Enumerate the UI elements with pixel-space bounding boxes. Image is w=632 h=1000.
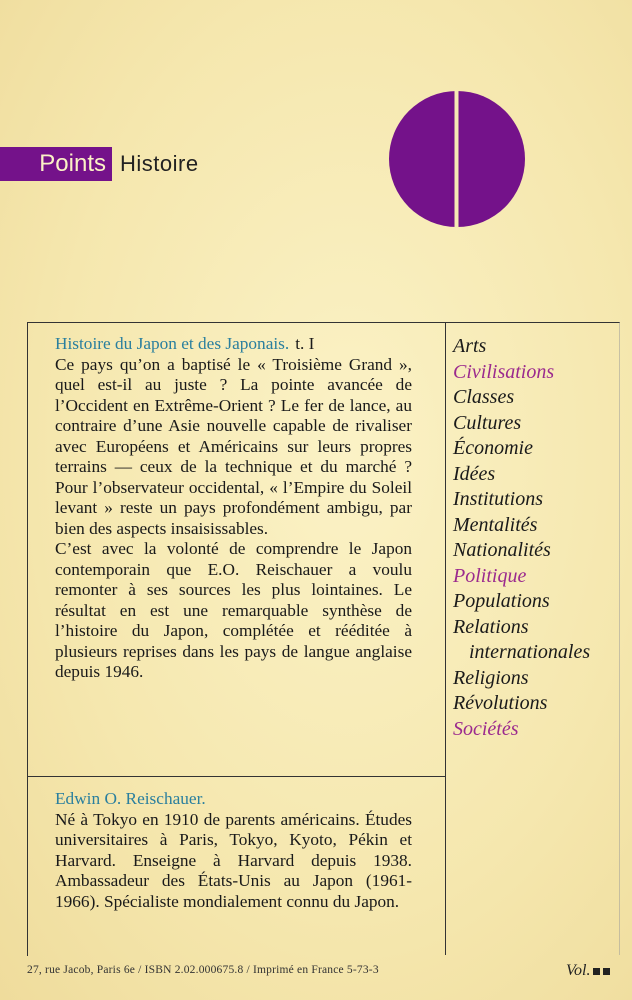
theme-item: Arts	[453, 335, 487, 357]
volume-number: t. I	[295, 334, 315, 353]
theme-list	[453, 334, 590, 742]
theme-item: Mentalités	[453, 513, 538, 536]
theme-item: Idées	[453, 462, 496, 485]
author-bio: Né à Tokyo en 1910 de parents américains. Études universitaires à Paris, Tokyo, Kyoto, Pékin et Harvard. Enseigne à Harvard depuis 1938. Ambassadeur des États-Unis au Japon (1961-1966). Spécialiste mondialement connu du Japon.	[55, 809, 412, 911]
author-section	[55, 789, 412, 912]
vol-mark	[593, 968, 600, 975]
theme-item: Populations	[453, 590, 550, 612]
theme-item: Révolutions	[453, 692, 548, 714]
theme-item: Politique	[453, 564, 527, 587]
right-edge-line	[619, 322, 620, 955]
theme-item: Religions	[453, 666, 529, 689]
theme-item: Civilisations	[453, 360, 555, 383]
points-label: Points	[0, 147, 112, 181]
theme-item: Économie	[453, 437, 533, 459]
series-brand	[0, 147, 199, 181]
points-logo	[388, 90, 526, 228]
author-name: Edwin O. Reischauer.	[55, 789, 206, 808]
publisher-footer: 27, rue Jacob, Paris 6e / ISBN 2.02.000675.8 / Imprimé en France 5-73-3	[27, 964, 379, 976]
theme-item: Sociétés	[453, 717, 519, 740]
theme-item: Classes	[453, 386, 515, 408]
theme-item: Relations	[453, 615, 529, 638]
section-divider	[27, 776, 446, 777]
description-paragraph-1: Ce pays qu’on a baptisé le « Troisième Grand », quel est-il au juste ? La pointe avancée de l’Occident en Extrême-Orient ? Le fer de lance, au contraire d’une Asie nouvelle capable de rivaliser avec Européens et Américains sur leurs propres terrains — ceux de la technique et du marché ? Pour l’observateur occidental, « l’Empire du Soleil levant » reste un pays profondément ambigu, par bien des aspects insaisissables.	[55, 354, 412, 538]
book-title-line	[55, 334, 412, 355]
series-name: Histoire	[120, 151, 199, 176]
book-description	[55, 334, 412, 683]
theme-item: internationales	[469, 641, 591, 663]
theme-item: Nationalités	[453, 539, 551, 561]
volume-indicator	[566, 962, 610, 980]
book-title: Histoire du Japon et des Japonais.	[55, 334, 290, 353]
vol-label: Vol.	[566, 962, 591, 979]
theme-item: Institutions	[453, 488, 544, 510]
vol-mark	[603, 968, 610, 975]
theme-item: Cultures	[453, 411, 522, 434]
description-paragraph-2: C’est avec la volonté de comprendre le Japon contemporain que E.O. Reischauer a voulu remonter à ses sources les plus lointaines. Le résultat en est une remarquable synthèse de l’histoire du Japon, complétée et rééditée à plusieurs reprises dans les pays de langue anglaise depuis 1946.	[55, 539, 412, 681]
